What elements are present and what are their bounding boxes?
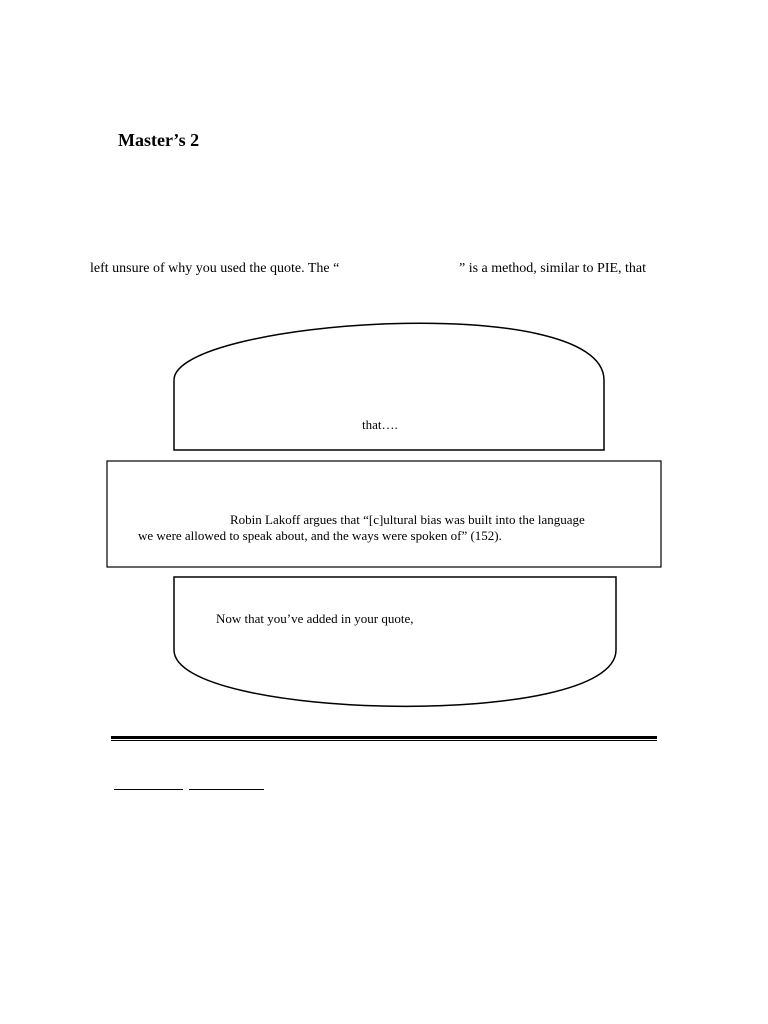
section-divider — [111, 736, 657, 741]
intro-text-right: ” is a method, similar to PIE, that — [459, 261, 647, 276]
bottom-bun-text: Now that you’ve added in your quote, — [216, 611, 414, 626]
page-title: Master’s 2 — [118, 130, 200, 150]
meat-text-line-1: Robin Lakoff argues that “[c]ultural bias was built into the language — [230, 512, 585, 527]
bottom-bun-shape — [174, 577, 616, 706]
divider-thick-rule — [111, 736, 657, 739]
meat-text-line-2: we were allowed to speak about, and the ways were spoken of” (152). — [138, 528, 502, 543]
blank-line-1 — [114, 789, 183, 790]
top-bun-text: that…. — [362, 417, 398, 432]
divider-thin-rule — [111, 740, 657, 741]
intro-text-left: left unsure of why you used the quote. The “ — [90, 261, 340, 276]
blank-line-2 — [189, 789, 264, 790]
